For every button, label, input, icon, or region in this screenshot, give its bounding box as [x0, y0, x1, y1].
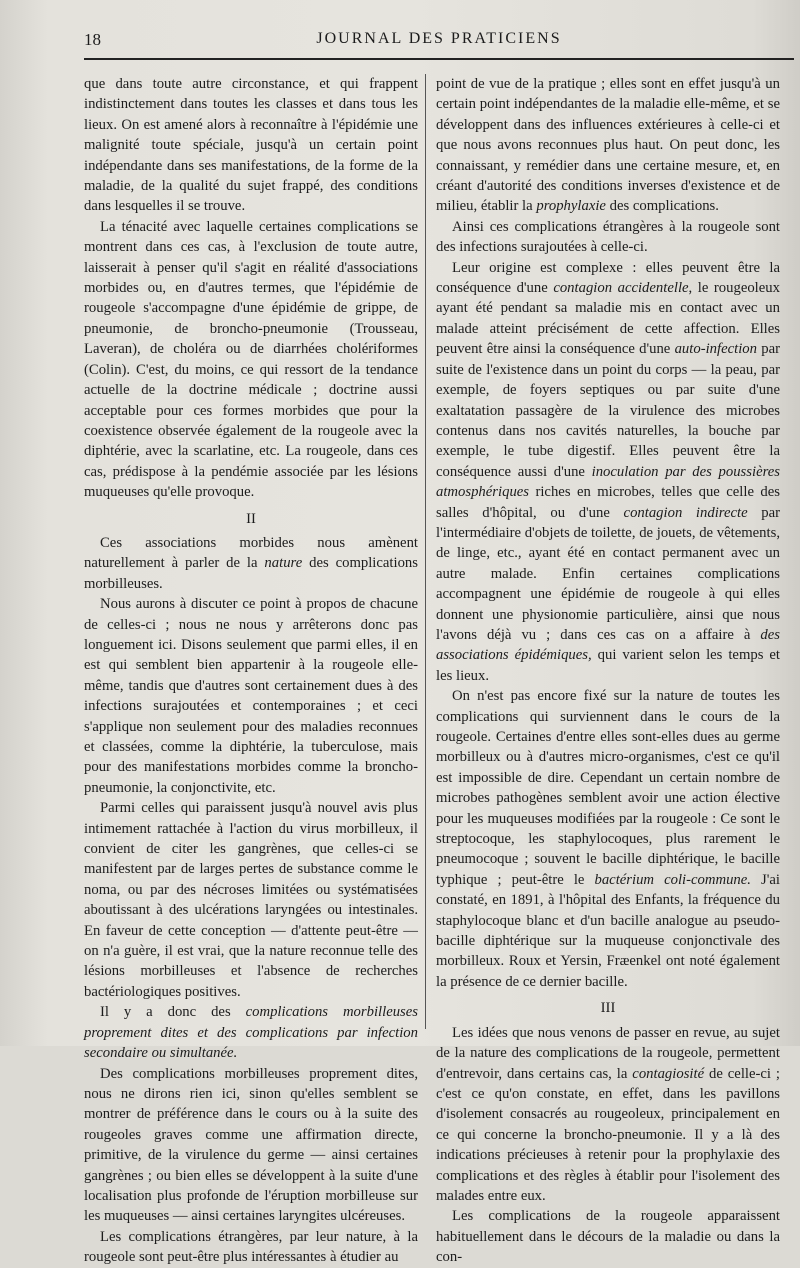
paragraph: Les complications de la rougeole apparaissent habituellement dans le décours de la maladie ou dans la con- — [436, 1208, 780, 1266]
paragraph: que dans toute autre circonstance, et qui frappent indistinctement dans toutes les classes et dans tous les lieux. On est amené alors à reconnaître à l'épidémie une malignité toute spéciale, jusqu'à un certain point indépendante dans ses manifestations, de la forme de la maladie, de la qualité du sujet frappé, des conditions dans lesquelles il se trouve. — [84, 76, 418, 215]
paragraph: Les idées que nous venons de passer en revue, au sujet de la nature des complications de la rougeole, permettent d'entrevoir, dans certains cas, la contagiosité de celle-ci ; c'est ce qu'on constate, en effet, dans les pavillons d'isolement consacrés au rougeoleux, principalement en ce qui concerne la broncho-pneumonie. Il y a là des indications précieuses à retenir pour la prophylaxie des complications et des règles à établir pour l'isolement des malades entre eux. — [436, 1024, 781, 1204]
header-rule — [84, 58, 794, 60]
paragraph: Parmi celles qui paraissent jusqu'à nouvel avis plus intimement rattachée à l'action du virus morbilleux, il convient de citer les gangrènes, que celles-ci se manifestent par de larges pertes de substance comme le noma, ou par des nécroses limitées ou systématisées aboutissant à des ulcérations laryngées ou intestinales. En faveur de cette conception — d'attente peut-être — on n'a guère, il est vrai, que la nature reconnue telle des lésions morbilleuses et l'absence de recherches bactériologiques positives. — [84, 800, 418, 1000]
page-header — [84, 22, 794, 62]
paragraph: La ténacité avec laquelle certaines complications se montrent dans ces cas, à l'exclusion de toute autre, laisserait à penser qu'il s'agit en réalité d'associations morbides ou, en d'autres termes, que l'épidémie de rougeole s'accompagne d'une épidémie de grippe, de pneumonie, de broncho-pneumonie (Trousseau, Laveran), de choléra ou de diarrhées cholériformes (Colin). C'est, du moins, ce qui ressort de la tendance actuelle de la doctrine médicale ; doctrine aussi acceptable pour ces formes morbides que pour la coexistence observée également de la rougeole avec la diphtérie, avec la scarlatine, etc. La rougeole, dans ces cas, prédispose à la pendémie associée par les lésions muqueuses qu'elle provoque. — [84, 218, 418, 501]
section-heading: II — [246, 510, 256, 527]
paragraph: point de vue de la pratique ; elles sont en effet jusqu'à un certain point indépendantes de la maladie elle-même, et se développent dans des influences extérieures à celle-ci et que nous avons reconnues plus haut. On peut donc, les connaissant, y remédier dans une certaine mesure, et, en créant d'autorité des conditions inverses d'existence et de milieu, établir la prophylaxie des complications. — [436, 76, 780, 215]
paragraph: Les complications étrangères, par leur nature, à la rougeole sont peut-être plus intéressantes à étudier au — [84, 1228, 418, 1266]
section-heading: III — [600, 1000, 616, 1017]
column-divider — [425, 74, 426, 1029]
paragraph: Il y a donc des complications morbilleuses proprement dites et des complications par infection secondaire ou simultanée. — [84, 1004, 419, 1062]
journal-title: JOURNAL DES PRATICIENS — [316, 30, 562, 47]
paragraph: On n'est pas encore fixé sur la nature de toutes les complications qui surviennent dans le cours de la rougeole. Certaines d'entre elles sont-elles dues au germe morbilleux ou à d'autres micro-organismes, c'est ce qu'il est impossible de dire. Cependant un certain nombre de microbes pathogènes semblent avoir une action élective pour les muqueuses modifiées par la rougeole : Ce sont le streptocoque, les staphylocoques, plus rarement le pneumocoque ; souvent le bacille diphtérique, le bacille typhique ; peut-être le bactérium coli-commune. J'ai constaté, en 1891, à l'hôpital des Enfants, la fréquence du staphylocoque blanc et d'un bacille analogue au pseudo-bacille diphtérique sur la muqueuse conjonctivale des morbilleux. Roux et Yersin, Fræenkel ont noté également la présence de ce dernier bacille. — [436, 688, 780, 990]
paragraph: Des complications morbilleuses proprement dites, nous ne dirons rien ici, sinon qu'elles semblent se montrer de préférence dans le cours ou à la suite des rougeoles graves comme une affirmation directe, primitive, de la virulence du germe — ainsi certaines gangrènes ; ou bien elles se développent à la suite d'une localisation plus profonde de l'éruption morbilleuse sur les muqueuses — ainsi certaines laryngites ulcéreuses. — [84, 1065, 418, 1225]
paragraph: Leur origine est complexe : elles peuvent être la conséquence d'une contagion accidentelle, le rougeoleux ayant été pendant sa maladie mis en contact avec un malade atteint précisément de cette affection. Elles peuvent être ainsi la conséquence d'une auto-infection par suite de l'existence dans un point du corps — la peau, par exemple, de foyers septiques ou par suite d'une exaltatation passagère de la virulence des microbes contenus dans nos cavités naturelles, la bouche par exemple, le tube digestif. Elles peuvent être la conséquence aussi d'une inoculation par des poussières atmosphériques riches en microbes, telles que celle des salles d'hôpital, ou d'une contagion indirecte par l'intermédiaire d'objets de toilette, de jouets, de vêtements, de linge, etc., ayant été en contact permanent avec un autre malade. Enfin certaines complications accompagnent une épidémie de rougeole à qui elles donnent une physionomie particulière, ainsi que nous l'avons déjà vu ; dans ces cas on a affaire à des associations épidémiques, qui varient selon les temps et les lieux. — [436, 259, 780, 684]
page-number: 18 — [84, 30, 101, 49]
right-column — [436, 74, 780, 1268]
left-column — [84, 74, 418, 1268]
paragraph: Ainsi ces complications étrangères à la rougeole sont des infections surajoutées à celle-ci. — [436, 218, 780, 256]
paragraph: Nous aurons à discuter ce point à propos de chacune de celles-ci ; nous ne nous y arrêterons donc pas longuement ici. Disons seulement que parmi elles, il en est qui semblent bien appartenir à la rougeole elle-même, tandis que d'autres sont certainement dues à des infections surajoutées et contemporaines ; et ceci s'applique non seulement pour des maladies reconnues et classées, comme la diphtérie, la tuberculose, mais pour des manifestations morbides comme la broncho-pneumonie, la conjonctivite, etc. — [84, 596, 418, 796]
paragraph: Ces associations morbides nous amènent naturellement à parler de la nature des complications morbilleuses. — [84, 534, 418, 592]
